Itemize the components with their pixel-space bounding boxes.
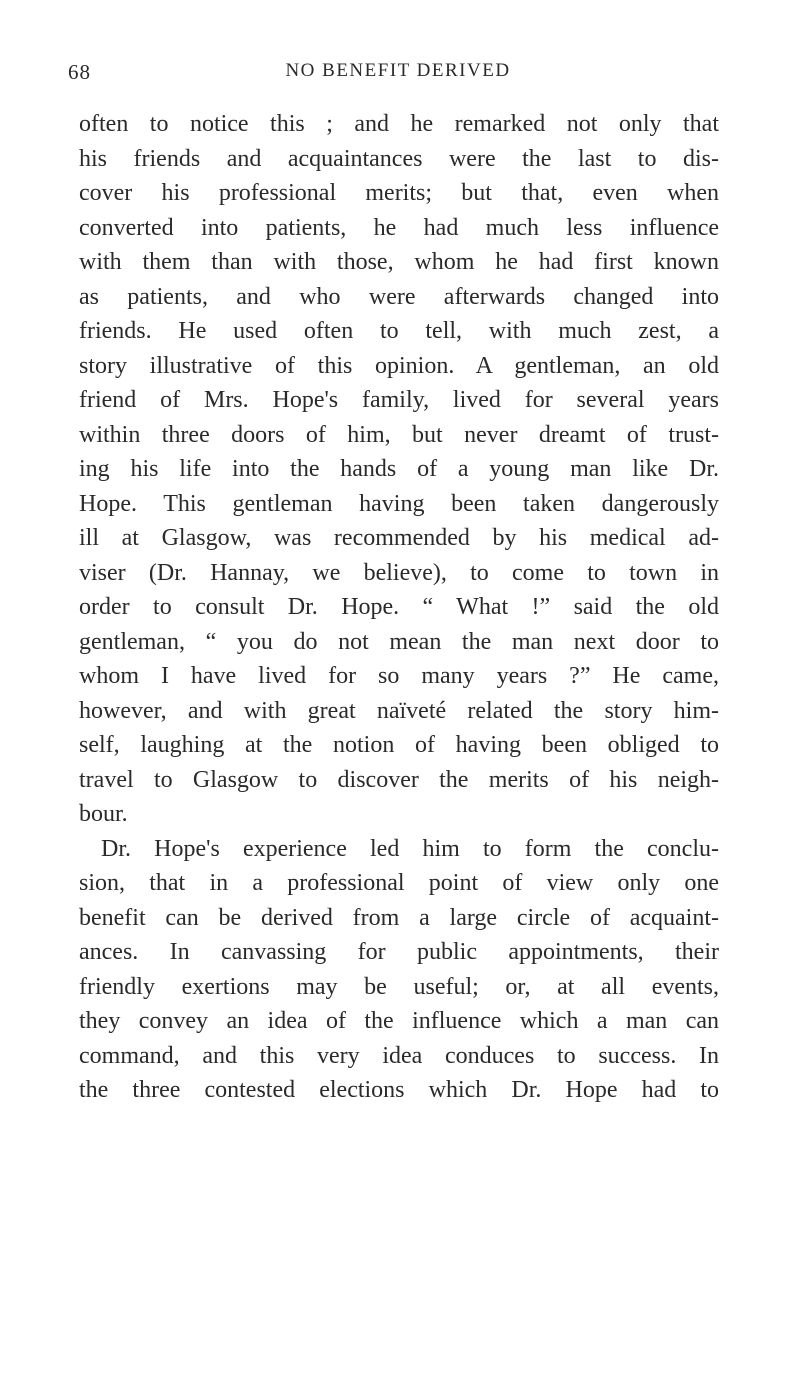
text-line: command, and this very idea conduces to success. In bbox=[79, 1042, 719, 1069]
text-line: Dr. Hope's experience led him to form the conclu- bbox=[101, 835, 719, 862]
text-line: benefit can be derived from a large circle of acquaint- bbox=[79, 904, 719, 931]
text-line: cover his professional merits; but that, even when bbox=[79, 180, 719, 206]
text-line: whom I have lived for so many years ?” He came, bbox=[79, 663, 719, 689]
text-line: order to consult Dr. Hope. “ What !” said the old bbox=[79, 594, 719, 620]
text-line: friend of Mrs. Hope's family, lived for several years bbox=[79, 387, 719, 413]
text-line: gentleman, “ you do not mean the man next door to bbox=[79, 628, 719, 655]
text-line: ances. In canvassing for public appointments, their bbox=[79, 939, 719, 965]
text-line: viser (Dr. Hannay, we believe), to come to town in bbox=[79, 559, 719, 586]
text-line: self, laughing at the notion of having been obliged to bbox=[79, 732, 719, 758]
page-number: 68 bbox=[68, 60, 91, 84]
text-line: story illustrative of this opinion. A gentleman, an old bbox=[79, 352, 719, 379]
text-line: converted into patients, he had much less influence bbox=[79, 214, 719, 241]
text-line: the three contested elections which Dr. Hope had to bbox=[79, 1077, 719, 1103]
text-line: friendly exertions may be useful; or, at all events, bbox=[79, 973, 719, 1000]
text-line: Hope. This gentleman having been taken dangerously bbox=[79, 490, 719, 517]
text-line: with them than with those, whom he had first known bbox=[79, 249, 719, 275]
running-head: NO BENEFIT DERIVED bbox=[285, 60, 511, 81]
text-line: they convey an idea of the influence which a man can bbox=[79, 1008, 719, 1034]
text-line: within three doors of him, but never dreamt of trust- bbox=[79, 421, 719, 448]
text-line: travel to Glasgow to discover the merits of his neigh- bbox=[79, 766, 719, 793]
text-line: ing his life into the hands of a young man like Dr. bbox=[79, 456, 719, 482]
page-header bbox=[68, 60, 728, 96]
text-line: however, and with great naïveté related the story him- bbox=[79, 697, 719, 724]
text-line: ill at Glasgow, was recommended by his medical ad- bbox=[79, 525, 719, 551]
text-line: friends. He used often to tell, with much zest, a bbox=[79, 318, 719, 344]
text-line: bour. bbox=[79, 801, 128, 827]
text-line: often to notice this ; and he remarked not only that bbox=[79, 111, 719, 137]
body-text bbox=[79, 107, 719, 1108]
text-line: his friends and acquaintances were the last to dis- bbox=[79, 145, 719, 172]
text-line: as patients, and who were afterwards changed into bbox=[79, 283, 719, 310]
text-line: sion, that in a professional point of view only one bbox=[79, 870, 719, 896]
